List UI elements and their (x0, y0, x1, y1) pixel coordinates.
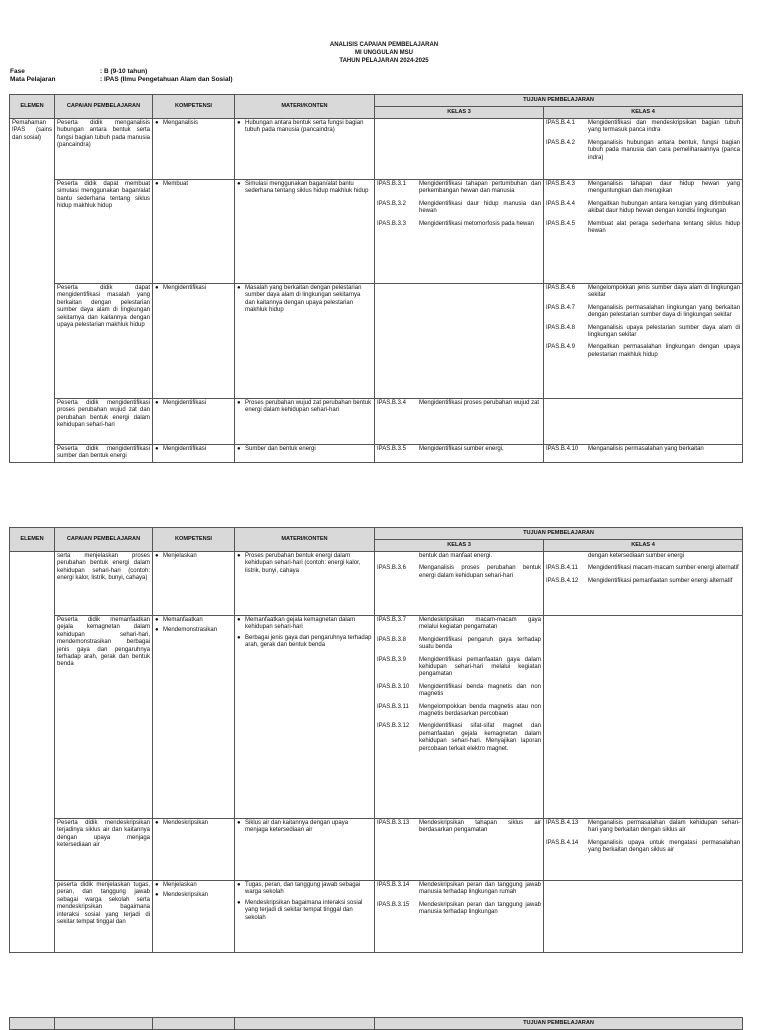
objective-code: IPAS.B.3.12 (377, 723, 410, 730)
objective-text: Mengaitkan permasalahan lingkungan dengan upaya pelestarian makhluk hidup (588, 344, 741, 358)
col-kelas3: KELAS 3 (375, 107, 544, 119)
kompetensi-cell (153, 616, 235, 819)
objective-text: Mengaitkan hubungan antara kerugian yang ditimbulkan akibat daur hidup hewan dengan kondisi lingkungan (588, 200, 741, 215)
kompetensi-item-text: Mendeskripsikan (163, 892, 209, 899)
materi-item (237, 617, 372, 632)
table-row (10, 119, 743, 180)
table-row (10, 552, 743, 616)
kompetensi-cell (153, 119, 235, 180)
materi-item (237, 446, 372, 453)
objective-code: IPAS.B.3.11 (377, 703, 409, 710)
materi-item (237, 900, 372, 922)
learning-objective (546, 840, 740, 855)
objective-text: Mengidentifikasi benda magnetis dan non magnetis (419, 683, 541, 698)
objective-code: IPAS.B.3.5 (377, 446, 406, 452)
col-materi: MATERI/KONTEN (235, 528, 375, 552)
objective-code: IPAS.B.3.2 (377, 200, 406, 207)
materi-item-text: Berbagai jenis gaya dan pengaruhnya terhadap arah, gerak dan bentuk benda (245, 634, 372, 649)
materi-item-text: Masalah yang berkaitan dengan pelestarian sumber daya alam di lingkungan sekitarnya dan kaitannya dengan upaya pelestarian makhluk hidup (245, 285, 362, 314)
learning-objective (546, 565, 740, 572)
doc-title: ANALISIS CAPAIAN PEMBELAJARAN (329, 42, 439, 48)
objective-code: IPAS.B.3.6 (377, 565, 406, 572)
objective-text: Mengidentifikasi proses perubahan wujud zat (419, 400, 540, 406)
bullet-icon: ● (155, 627, 159, 634)
objective-code: IPAS.B.4.7 (546, 304, 575, 311)
bullet-icon: ● (155, 446, 159, 452)
objective-text: Mendeskripsikan peran dan tanggung jawab manusia terhadap lingkungan (419, 901, 541, 916)
objective-text: Mengelompokkan benda magnetis atau non magnetis berdasarkan percobaan (419, 703, 541, 718)
kelas4-cell (544, 284, 743, 399)
learning-objective (546, 820, 740, 835)
kompetensi-item (155, 820, 232, 827)
kelas3-cell (375, 180, 544, 284)
kompetensi-item (155, 882, 232, 889)
materi-item-text: Memanfaatkan gejala kemagnetan dalam kehidupan sehari-hari (245, 617, 356, 631)
learning-objective (377, 400, 541, 407)
objective-text: Mengidentifikasi macam-macam sumber energi alternatif (588, 565, 739, 572)
learning-objective (546, 446, 740, 453)
materi-item (237, 882, 372, 897)
bullet-icon: ● (155, 617, 159, 623)
objective-code: IPAS.B.3.9 (377, 656, 406, 663)
kelas3-cell (375, 445, 544, 463)
bullet-icon: ● (155, 120, 159, 126)
fase-value: : B (9-10 tahun) (100, 68, 148, 75)
kompetensi-item-text: Menjelaskan (163, 553, 197, 559)
objective-code: IPAS.B.3.3 (377, 220, 406, 227)
objective-code: IPAS.B.3.14 (377, 882, 410, 888)
kelas4-cell (544, 552, 743, 616)
kompetensi-item (155, 400, 232, 407)
table-row (10, 284, 743, 399)
learning-objective (546, 344, 740, 359)
capaian-cell: Peserta didik mengidentifikasi sumber dan bentuk energi (55, 445, 153, 463)
kompetensi-item (155, 446, 232, 453)
materi-item-text: Proses perubahan wujud zat perubahan bentuk energi dalam kehidupan sehari-hari (245, 400, 372, 414)
materi-item-text: Sumber dan bentuk energi (245, 446, 316, 452)
materi-item-text: Simulasi menggunakan bagan/alat bantu sederhana tentang siklus hidup makhluk hidup (245, 181, 369, 195)
learning-objective (546, 325, 740, 340)
kompetensi-item-text: Mendemonstrasikan (163, 627, 218, 634)
col-tujuan: TUJUAN PEMBELAJARAN (375, 528, 743, 540)
kompetensi-item (155, 285, 232, 292)
materi-item (237, 635, 372, 650)
kompetensi-item-text: Menjelaskan (163, 882, 197, 888)
capaian-cell: peserta didik menjelaskan tugas, peran, dan tanggung jawab sebagai warga sekolah serta mendeskripsikan bagaimana interaksi sosial yang terjadi di sekitar tempat tinggal dan (55, 881, 153, 953)
school-name: MI UNGGULAN MSU (355, 50, 413, 56)
materi-cell (235, 119, 375, 180)
table-row (10, 180, 743, 284)
document-meta (10, 68, 233, 84)
bullet-icon: ● (237, 285, 241, 291)
objective-text: Menganalisis permasalahan lingkungan yang berkaitan dengan pelestarian sumber daya di lingkungan sekitar (588, 304, 741, 319)
kelas4-cell (544, 445, 743, 463)
objective-code: IPAS.B.3.15 (377, 901, 410, 908)
learning-objective (377, 221, 541, 228)
learning-objective (377, 902, 541, 917)
kompetensi-item (155, 617, 232, 624)
kelas4-cell (544, 119, 743, 180)
materi-cell (235, 881, 375, 953)
objective-code: IPAS.B.4.2 (546, 139, 575, 146)
objective-text: Menganalisis proses perubahan bentuk energi dalam kehidupan sehari-hari (419, 565, 541, 579)
objective-text: Mengidentifikasi sifat-sifat magnet dan pemanfaatan gejala kemagnetan dalam kehidupan sehari-hari. Menyajikan laporan percobaan terkait elektro magnet. (419, 723, 541, 752)
bullet-icon: ● (237, 181, 241, 187)
objective-code: IPAS.B.4.1 (546, 120, 575, 126)
table-row (10, 445, 743, 463)
objective-code: IPAS.B.4.14 (546, 839, 579, 846)
objective-text: Menganalisis upaya untuk mengatasi permasalahan yang berkaitan dengan siklus air (588, 839, 741, 854)
objective-text: Mengidentifikasi sumber energi, (419, 446, 504, 452)
table-row (10, 399, 743, 445)
kompetensi-item-text: Mengidentifikasi (163, 446, 207, 452)
objective-continued: bentuk dan manfaat energi. (419, 553, 493, 559)
bullet-icon: ● (237, 446, 241, 452)
kompetensi-item-text: Mengidentifikasi (163, 285, 207, 291)
objective-code: IPAS.B.3.10 (377, 683, 410, 690)
objective-code: IPAS.B.4.12 (546, 577, 579, 584)
col-kelas3: KELAS 3 (375, 540, 544, 552)
capaian-cell: serta menjelaskan proses perubahan bentuk energi dalam kehidupan sehari-hari (contoh: energi kalor, listrik, bunyi, cahaya) (55, 552, 153, 616)
objective-text: Mengidentifikasi daur hidup manusia dan hewan (419, 200, 541, 215)
objective-code: IPAS.B.4.5 (546, 220, 575, 227)
objective-code: IPAS.B.4.3 (546, 181, 575, 187)
col-kompetensi: KOMPETENSI (153, 528, 235, 552)
kelas3-cell (375, 881, 544, 953)
kelas3-cell (375, 819, 544, 881)
learning-objective (546, 181, 740, 196)
learning-objective (377, 446, 541, 453)
objective-text: Mengidentifikasi tahapan pertumbuhan dan perkembangan hewan dan manusia (419, 181, 541, 195)
learning-objective (377, 657, 541, 679)
bullet-icon: ● (237, 899, 241, 906)
fase-label: Fase (10, 68, 25, 75)
objective-text: Mendeskripsikan tahapan siklus air berdasarkan pengamatan (419, 820, 541, 834)
capaian-cell: Peserta didik mendeskripsikan terjadinya siklus air dan kaitannya dengan upaya menjaga ketersediaan air (55, 819, 153, 881)
kelas3-cell (375, 616, 544, 819)
bullet-icon: ● (237, 617, 241, 623)
bullet-icon: ● (237, 400, 241, 406)
kompetensi-cell (153, 445, 235, 463)
col-capaian: CAPAIAN PEMBELAJARAN (55, 95, 153, 119)
materi-item-text: Mendeskripsikan bagaimana interaksi sosial yang terjadi di sekitar tempat tinggal dan sekolah (245, 899, 363, 921)
objective-code: IPAS.B.4.4 (546, 200, 575, 207)
bullet-icon: ● (237, 634, 241, 641)
objective-code: IPAS.B.3.13 (377, 820, 410, 826)
learning-objective (546, 305, 740, 320)
objective-text: Mengelompokkan jenis sumber daya alam di lingkungan sekitar (588, 285, 741, 299)
col-kelas4: KELAS 4 (544, 540, 743, 552)
capaian-cell: Peserta didik dapat mengidentifikasi masalah yang berkaitan dengan pelestarian sumber daya alam di lingkungan sekitarnya dan kaitannya dengan upaya pelestarian makhluk hidup (55, 284, 153, 399)
learning-objective (377, 637, 541, 652)
learning-objective (546, 285, 740, 300)
learning-objective (377, 684, 541, 699)
objective-code: IPAS.B.4.9 (546, 344, 575, 351)
kompetensi-cell (153, 180, 235, 284)
materi-cell (235, 399, 375, 445)
kelas3-cell (375, 119, 544, 180)
learning-objective (546, 120, 740, 135)
materi-item-text: Hubungan antara bentuk serta fungsi bagian tubuh pada manusia (pancaindra) (245, 120, 364, 134)
objective-text: Mengidentifikasi metomorfosis pada hewan (419, 220, 535, 227)
learning-objective (377, 565, 541, 580)
objective-code: IPAS.B.3.7 (377, 617, 406, 623)
objective-text: Mengidentifikasi pengaruh gaya terhadap suatu benda (419, 636, 541, 651)
learning-objective (546, 140, 740, 162)
bullet-icon: ● (155, 400, 159, 406)
kompetensi-item-text: Mengidentifikasi (163, 400, 207, 406)
learning-objective (377, 723, 541, 753)
learning-objective (546, 221, 740, 236)
kelas4-cell (544, 399, 743, 445)
kelas3-cell (375, 284, 544, 399)
kompetensi-cell (153, 552, 235, 616)
kelas4-cell (544, 616, 743, 819)
kelas4-cell (544, 819, 743, 881)
bullet-icon: ● (237, 120, 241, 126)
kelas4-cell (544, 180, 743, 284)
materi-item (237, 120, 372, 135)
analysis-table-page-2 (9, 527, 742, 953)
learning-objective (377, 181, 541, 196)
kelas3-cell (375, 399, 544, 445)
kompetensi-item (155, 120, 232, 127)
materi-item-text: Tugas, peran, dan tanggung jawab sebagai warga sekolah (245, 882, 361, 896)
kompetensi-item (155, 553, 232, 560)
objective-code: IPAS.B.4.6 (546, 285, 575, 291)
materi-cell (235, 445, 375, 463)
capaian-cell: Peserta didik mengidentifikasi proses perubahan wujud zat dan perubahan bentuk energi dalam kehidupan sehari-hari (55, 399, 153, 445)
col-elemen: ELEMEN (10, 95, 55, 119)
col-tujuan: TUJUAN PEMBELAJARAN (375, 95, 743, 107)
table-row (10, 616, 743, 819)
kompetensi-item (155, 627, 232, 634)
materi-cell (235, 180, 375, 284)
objective-code: IPAS.B.3.1 (377, 181, 406, 187)
elemen-cell (10, 552, 55, 953)
materi-item (237, 285, 372, 315)
bullet-icon: ● (237, 553, 241, 559)
table-row (10, 881, 743, 953)
objective-text: Mengidentifikasi pemanfaatan gaya dalam kehidupan sehari-hari melalui kegiatan pengamatan (419, 656, 541, 678)
objective-code: IPAS.B.4.8 (546, 324, 575, 331)
objective-code: IPAS.B.3.8 (377, 636, 406, 643)
kompetensi-item-text: Mendeskripsikan (163, 820, 209, 826)
bullet-icon: ● (155, 882, 159, 888)
learning-objective (377, 201, 541, 216)
document-header (0, 41, 768, 65)
objective-text: Mengidentifikasi dan mendeskripsikan bagian tubuh yang termasuk panca indra (588, 120, 741, 134)
table-row (10, 819, 743, 881)
materi-item-text: Siklus air dan kaitannya dengan upaya menjaga ketersediaan air (245, 820, 349, 834)
materi-item (237, 181, 372, 196)
kompetensi-cell (153, 399, 235, 445)
kompetensi-cell (153, 284, 235, 399)
objective-code: IPAS.B.4.13 (546, 820, 579, 826)
learning-objective (377, 617, 541, 632)
kompetensi-item (155, 181, 232, 188)
materi-cell (235, 284, 375, 399)
school-year: TAHUN PELAJARAN 2024-2025 (339, 58, 429, 64)
objective-text: Menganalisis tahapan daur hidup hewan yang menguntungkan dan merugikan (588, 181, 741, 195)
col-tujuan: TUJUAN PEMBELAJARAN (375, 1018, 743, 1030)
col-kompetensi: KOMPETENSI (153, 95, 235, 119)
materi-item (237, 553, 372, 575)
objective-code: IPAS.B.4.10 (546, 446, 579, 452)
objective-text: Menganalisis upaya pelestarian sumber daya alam di lingkungan sekitar (588, 324, 741, 339)
col-materi: MATERI/KONTEN (235, 95, 375, 119)
elemen-cell: Pemahaman IPAS (sains dan sosial) (10, 119, 55, 463)
kompetensi-item-text: Memanfaatkan (163, 617, 203, 623)
kompetensi-item (155, 892, 232, 899)
kompetensi-cell (153, 881, 235, 953)
mapel-label: Mata Pelajaran (10, 76, 56, 83)
materi-item (237, 400, 372, 415)
materi-cell (235, 616, 375, 819)
bullet-icon: ● (155, 553, 159, 559)
bullet-icon: ● (155, 892, 159, 899)
materi-item (237, 820, 372, 835)
objective-text: Menganalisis permasalahan yang berkaitan (588, 446, 704, 452)
kompetensi-item-text: Membuat (163, 181, 189, 187)
learning-objective (377, 882, 541, 897)
bullet-icon: ● (155, 820, 159, 826)
materi-cell (235, 552, 375, 616)
materi-cell (235, 819, 375, 881)
bullet-icon: ● (237, 882, 241, 888)
capaian-cell: Peserta didik memanfaatkan gejala kemagnetan dalam kehidupan sehari-hari, mendemonstrasikan berbagai jenis gaya dan pengaruhnya terhadap arah, gerak dan bentuk benda (55, 616, 153, 819)
bullet-icon: ● (237, 820, 241, 826)
objective-text: Mendeskripsikan macam-macam gaya melalui kegiatan pengamatan (419, 617, 541, 631)
learning-objective (546, 201, 740, 216)
objective-text: Menganalisis permasalahan dalam kehidupan sehari-hari yang berkaitan dengan siklus air (588, 820, 741, 834)
learning-objective (377, 820, 541, 835)
capaian-cell: Peserta didik dapat membuat simulasi menggunakan bagan/alat bantu sederhana tentang siklus hidup makhluk hidup (55, 180, 153, 284)
objective-code: IPAS.B.4.11 (546, 565, 578, 572)
kompetensi-item-text: Menganalisis (163, 120, 199, 126)
col-kelas4: KELAS 4 (544, 107, 743, 119)
objective-text: Mendeskripsikan peran dan tanggung jawab manusia terhadap lingkungan rumah (419, 882, 541, 896)
kompetensi-cell (153, 819, 235, 881)
objective-text: Menganalisis hubungan antara bentuk, fungsi bagian tubuh pada manusia dan cara pemeliharaannya (panca indra) (588, 139, 741, 161)
kelas4-cell (544, 881, 743, 953)
objective-continued: dengan ketersediaan sumber energi (588, 553, 685, 559)
learning-objective (546, 578, 740, 585)
bullet-icon: ● (155, 181, 159, 187)
kelas3-cell (375, 552, 544, 616)
objective-code: IPAS.B.3.4 (377, 400, 406, 406)
analysis-table-page-1 (9, 94, 742, 463)
bullet-icon: ● (155, 285, 159, 291)
objective-text: Membuat alat peraga sederhana tentang siklus hidup hewan (588, 220, 741, 235)
objective-text: Mengidentifikasi pemanfaatan sumber energi alternatif (588, 577, 733, 584)
capaian-cell: Peserta didik menganalisis hubungan antara bentuk serta fungsi bagian tubuh pada manusia (pancaindra) (55, 119, 153, 180)
mapel-value: : IPAS (Ilmu Pengetahuan Alam dan Sosial) (100, 76, 233, 83)
learning-objective (377, 704, 541, 719)
col-elemen: ELEMEN (10, 528, 55, 552)
col-capaian: CAPAIAN PEMBELAJARAN (55, 528, 153, 552)
materi-item-text: Proses perubahan bentuk energi dalam kehidupan sehari-hari (contoh: energi kalor, listrik, bunyi, cahaya (245, 553, 361, 574)
